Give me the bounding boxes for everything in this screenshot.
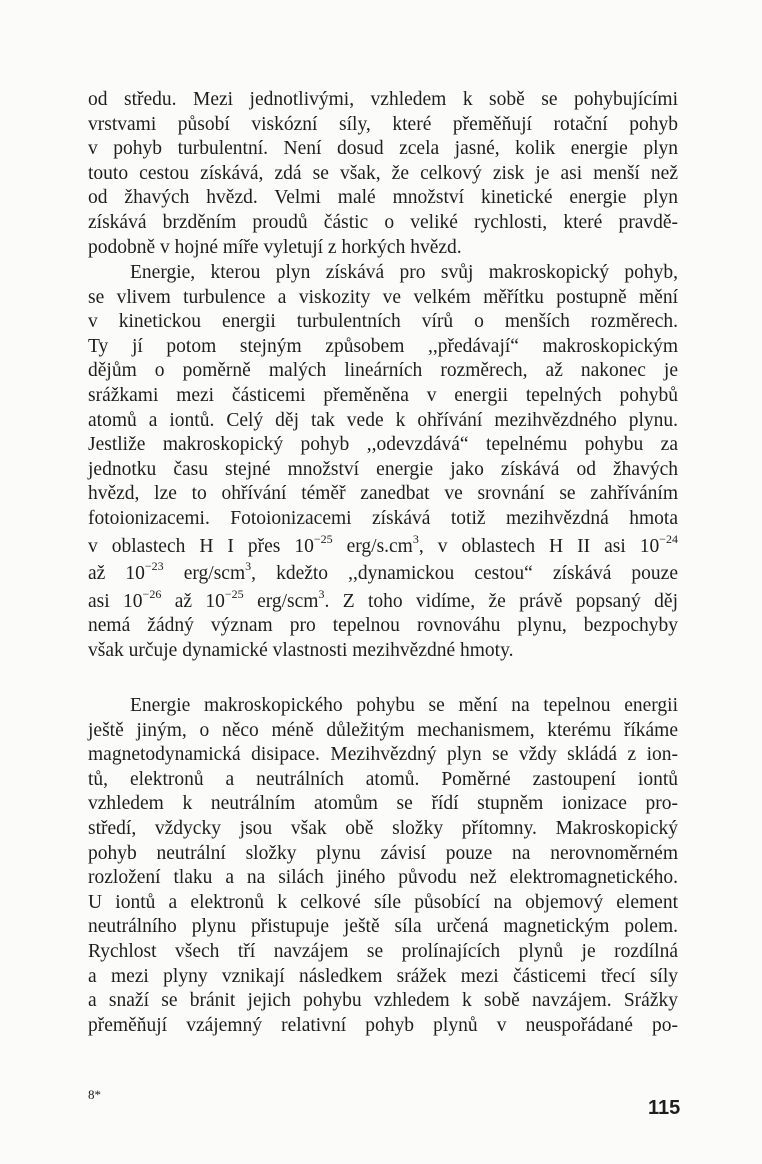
text-line: magnetodynamická disipace. Mezihvězdný plyn se vždy skládá z ion- [88, 744, 678, 766]
text-line [88, 559, 678, 587]
text-line: však určuje dynamické vlastnosti mezihvězdné hmoty. [88, 639, 514, 661]
text-line: Ty jí potom stejným způsobem ,,předávají“ makroskopickým [88, 335, 678, 357]
text-line: od žhavých hvězd. Velmi malé množství kinetické energie plyn [88, 187, 678, 209]
text-line: získává brzděním proudů částic o veliké rychlosti, které pravdě- [88, 211, 678, 233]
page-number: 115 [648, 1097, 681, 1119]
text-segment: erg/s.cm [332, 535, 413, 557]
text-line: jednotku času stejné množství energie jako získává od žhavých [88, 458, 678, 480]
superscript-exponent: −26 [142, 586, 162, 601]
text-line: se vlivem turbulence a viskozity ve velkém měřítku postupně mění [88, 286, 678, 308]
superscript-exponent: 3 [318, 586, 325, 601]
text-segment: , kdežto ,,dynamickou cestou“ získává pouze [251, 563, 678, 585]
text-line: a mezi plyny vznikají následkem srážek mezi částicemi třecí síly [88, 965, 678, 987]
paragraph-2 [88, 261, 678, 663]
paragraph-1 [88, 88, 678, 260]
text-line: touto cestou získává, zdá se však, že celkový zisk je asi menší než [88, 162, 678, 184]
text-line: neutrálního plynu přistupuje ještě síla určená magnetickým polem. [88, 916, 678, 938]
text-line: rozložení tlaku a na silách jiného původu než elektromagnetického. [88, 867, 678, 889]
text-line: fotoionizacemi. Fotoionizacemi získává totiž mezihvězdná hmota [88, 507, 678, 529]
superscript-exponent: −23 [144, 559, 164, 574]
superscript-exponent: 3 [412, 531, 419, 546]
text-segment: erg/scm [243, 590, 319, 612]
text-line: pohyb neutrální složky plynu závisí pouze na nerovnoměrném [88, 842, 678, 864]
text-line: U iontů a elektronů k celkové síle působící na objemový element [88, 891, 678, 913]
text-segment: asi 10 [88, 590, 143, 612]
text-segment: v oblastech H I přes 10 [88, 535, 314, 557]
superscript-exponent: 3 [245, 559, 252, 574]
text-line [88, 532, 678, 560]
text-line [88, 587, 678, 615]
text-line: atomů a iontů. Celý děj tak vede k ohřívání mezihvězdného plynu. [88, 409, 678, 431]
text-line: Energie, kterou plyn získává pro svůj makroskopický pohyb, [130, 262, 678, 283]
superscript-exponent: −25 [313, 531, 333, 546]
text-segment: . Z toho vidíme, že právě popsaný děj [324, 590, 679, 612]
text-segment: erg/scm [163, 563, 246, 585]
text-line: vzhledem k neutrálním atomům se řídí stupněm ionizace pro- [88, 793, 678, 815]
text-line: v pohyb turbulentní. Není dosud zcela jasné, kolik energie plyn [88, 138, 678, 160]
text-line: od středu. Mezi jednotlivými, vzhledem k sobě se pohybujícími [88, 89, 678, 110]
text-line: středí, vždycky jsou však obě složky přítomny. Makroskopický [88, 817, 678, 839]
text-line: nemá žádný význam pro tepelnou rovnováhu plynu, bezpochyby [88, 615, 678, 637]
text-line: a snaží se bránit jejich pohybu vzhledem k sobě navzájem. Srážky [88, 990, 678, 1012]
superscript-exponent: −25 [224, 586, 244, 601]
paragraph-3 [88, 694, 678, 1038]
printer-signature-mark: 8* [88, 1087, 101, 1102]
superscript-exponent: −24 [659, 531, 678, 546]
text-line: srážkami mezi částicemi přeměněna v energii tepelných pohybů [88, 384, 678, 406]
text-line: ještě jiným, o něco méně důležitým mechanismem, kterému říkáme [88, 719, 678, 741]
text-line: v kinetickou energii turbulentních vírů o menších rozměrech. [88, 311, 678, 333]
text-line: podobně v hojné míře vyletují z horkých hvězd. [88, 236, 462, 258]
text-line: Rychlost všech tří navzájem se prolínajících plynů je rozdílná [88, 940, 678, 962]
text-line: dějům o poměrně malých lineárních rozměrech, až nakonec je [88, 360, 678, 382]
text-line: přeměňují vzájemný relativní pohyb plynů v neuspořádané po- [88, 1014, 678, 1036]
text-line: tů, elektronů a neutrálních atomů. Poměrné zastoupení iontů [88, 768, 678, 790]
text-line: vrstvami působí viskózní síly, které přeměňují rotační pohyb [88, 113, 678, 135]
text-line: Jestliže makroskopický pohyb ,,odevzdává“ tepelnému pohybu za [88, 434, 678, 456]
text-segment: až 10 [88, 563, 145, 585]
text-segment: až 10 [161, 590, 225, 612]
text-line: Energie makroskopického pohybu se mění na tepelnou energii [130, 695, 678, 716]
text-segment: , v oblastech H II asi 10 [418, 535, 660, 557]
text-line: hvězd, lze to ohřívání téměř zanedbat ve srovnání se zahříváním [88, 483, 678, 505]
